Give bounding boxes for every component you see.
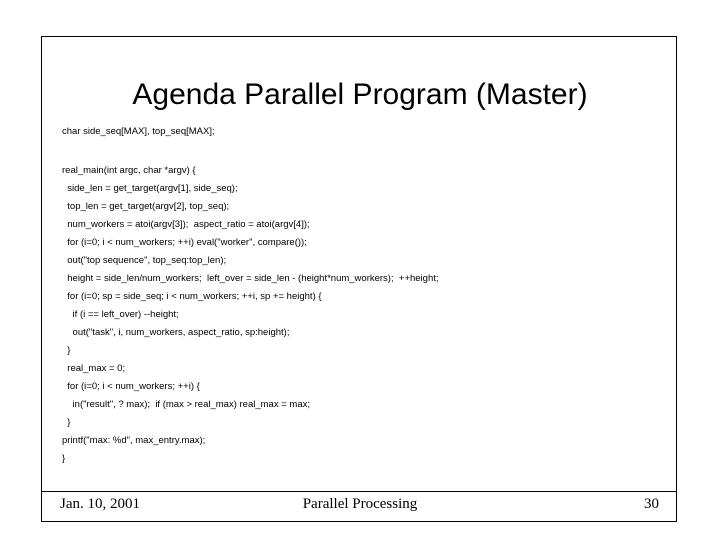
code-line-7: for (i=0; i < num_workers; ++i) eval("worker", compare()); bbox=[62, 237, 307, 248]
footer-page-number: 30 bbox=[644, 496, 659, 512]
code-line-1: char side_seq[MAX], top_seq[MAX]; bbox=[62, 126, 215, 137]
footer-course: Parallel Processing bbox=[302, 496, 418, 512]
code-line-6: num_workers = atoi(argv[3]); aspect_ratio = atoi(argv[4]); bbox=[62, 219, 310, 230]
code-line-10: for (i=0; sp = side_seq; i < num_workers; ++i, sp += height) { bbox=[62, 291, 322, 302]
code-line-19: } bbox=[62, 453, 66, 464]
code-line-3: real_main(int argc, char *argv) { bbox=[62, 165, 196, 176]
code-line-8: out("top sequence", top_seq:top_len); bbox=[62, 255, 227, 266]
code-line-13: } bbox=[62, 345, 71, 356]
code-line-4: side_len = get_target(argv[1], side_seq); bbox=[62, 183, 238, 194]
code-line-14: real_max = 0; bbox=[62, 363, 126, 374]
code-line-9: height = side_len/num_workers; left_over = side_len - (height*num_workers); ++height; bbox=[62, 273, 439, 284]
code-line-16: in("result", ? max); if (max > real_max) real_max = max; bbox=[62, 399, 311, 410]
code-line-15: for (i=0; i < num_workers; ++i) { bbox=[62, 381, 200, 392]
code-line-17: } bbox=[62, 417, 71, 428]
footer-date: Jan. 10, 2001 bbox=[60, 496, 140, 512]
code-line-18: printf("max: %d", max_entry.max); bbox=[62, 435, 206, 446]
slide-title: Agenda Parallel Program (Master) bbox=[132, 78, 588, 111]
code-line-12: out("task", i, num_workers, aspect_ratio, sp:height); bbox=[62, 327, 290, 338]
code-line-11: if (i == left_over) --height; bbox=[62, 309, 179, 320]
footer-divider bbox=[41, 491, 677, 492]
code-line-5: top_len = get_target(argv[2], top_seq); bbox=[62, 201, 230, 212]
